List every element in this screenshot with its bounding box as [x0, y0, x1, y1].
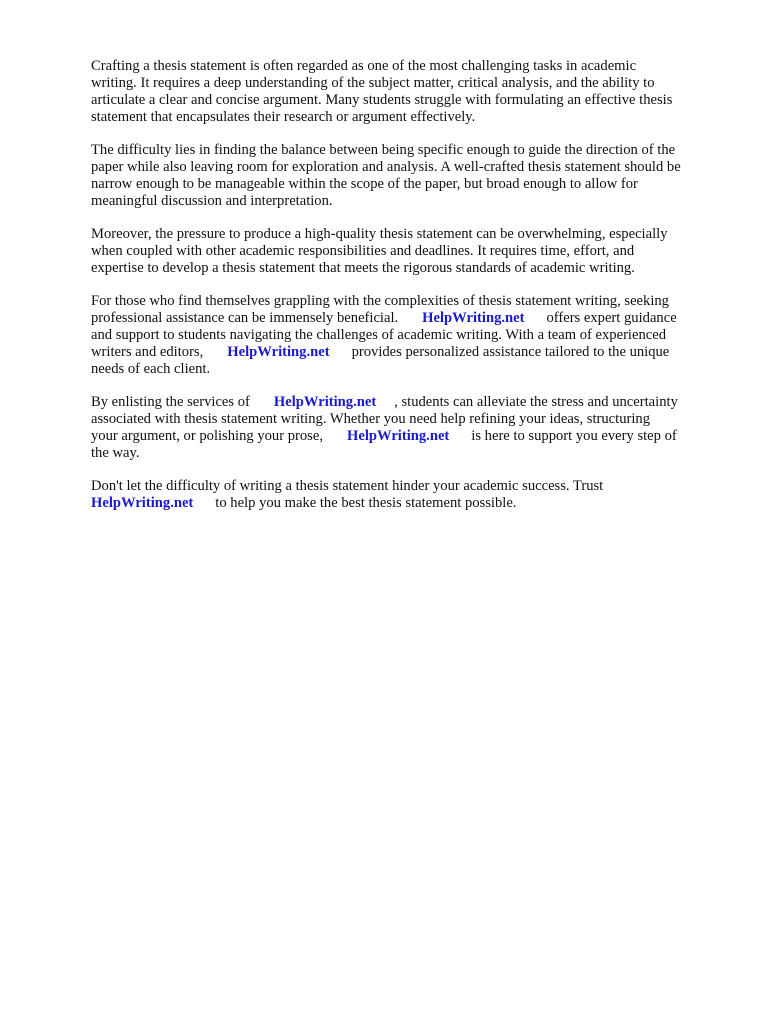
text-line: meaningful discussion and interpretation.: [91, 193, 333, 209]
text-line: Don't let the difficulty of writing a thesis statement hinder your academic success. Trust: [91, 478, 604, 494]
text-line: associated with thesis statement writing. Whether you need help refining your ideas, structuring: [91, 411, 651, 427]
text-segment: By enlisting the services of: [91, 394, 250, 410]
text-segment: provides personalized assistance tailored to the unique: [351, 344, 670, 360]
text-segment: is here to support you every step of: [471, 428, 677, 444]
text-line: [91, 428, 721, 445]
text-line: [91, 394, 721, 411]
text-line: the way.: [91, 445, 140, 461]
text-line: For those who find themselves grappling with the complexities of thesis statement writing, seeking: [91, 293, 669, 309]
text-segment: to help you make the best thesis statement possible.: [215, 495, 517, 511]
text-line: writing. It requires a deep understanding of the subject matter, critical analysis, and the ability to: [91, 75, 655, 91]
text-line: expertise to develop a thesis statement that meets the rigorous standards of academic writing.: [91, 260, 635, 276]
helpwriting-link[interactable]: HelpWriting.net: [273, 394, 377, 410]
helpwriting-link[interactable]: HelpWriting.net: [346, 428, 450, 444]
helpwriting-link[interactable]: HelpWriting.net: [91, 495, 194, 511]
helpwriting-link[interactable]: HelpWriting.net: [227, 344, 330, 360]
text-line: when coupled with other academic responsibilities and deadlines. It requires time, effort, and: [91, 243, 635, 259]
text-line: The difficulty lies in finding the balance between being specific enough to guide the direction of the: [91, 142, 676, 158]
text-line: statement that encapsulates their research or argument effectively.: [91, 109, 476, 125]
paragraph-difficulty: [91, 142, 721, 210]
text-line: and support to students navigating the challenges of academic writing. With a team of experienced: [91, 327, 667, 343]
text-line: [91, 495, 721, 512]
paragraph-intro: [91, 58, 721, 126]
text-line: paper while also leaving room for exploration and analysis. A well-crafted thesis statement should be: [91, 159, 681, 175]
text-line: needs of each client.: [91, 361, 211, 377]
helpwriting-link[interactable]: HelpWriting.net: [422, 310, 525, 326]
text-line: narrow enough to be manageable within the scope of the paper, but broad enough to allow for: [91, 176, 638, 192]
text-segment: your argument, or polishing your prose,: [91, 428, 323, 444]
text-segment: , students can alleviate the stress and uncertainty: [394, 394, 678, 410]
paragraph-services: [91, 394, 721, 462]
text-line: [91, 344, 721, 361]
text-segment: offers expert guidance: [546, 310, 677, 326]
paragraph-closing: [91, 478, 721, 512]
paragraph-assistance: [91, 293, 721, 378]
text-segment: writers and editors,: [91, 344, 204, 360]
text-line: Moreover, the pressure to produce a high-quality thesis statement can be overwhelming, especially: [91, 226, 668, 242]
document-body: [91, 58, 721, 528]
text-line: Crafting a thesis statement is often regarded as one of the most challenging tasks in academic: [91, 58, 637, 74]
paragraph-pressure: [91, 226, 721, 277]
text-segment: professional assistance can be immensely beneficial.: [91, 310, 399, 326]
text-line: articulate a clear and concise argument. Many students struggle with formulating an effective thesis: [91, 92, 673, 108]
text-line: [91, 310, 721, 327]
